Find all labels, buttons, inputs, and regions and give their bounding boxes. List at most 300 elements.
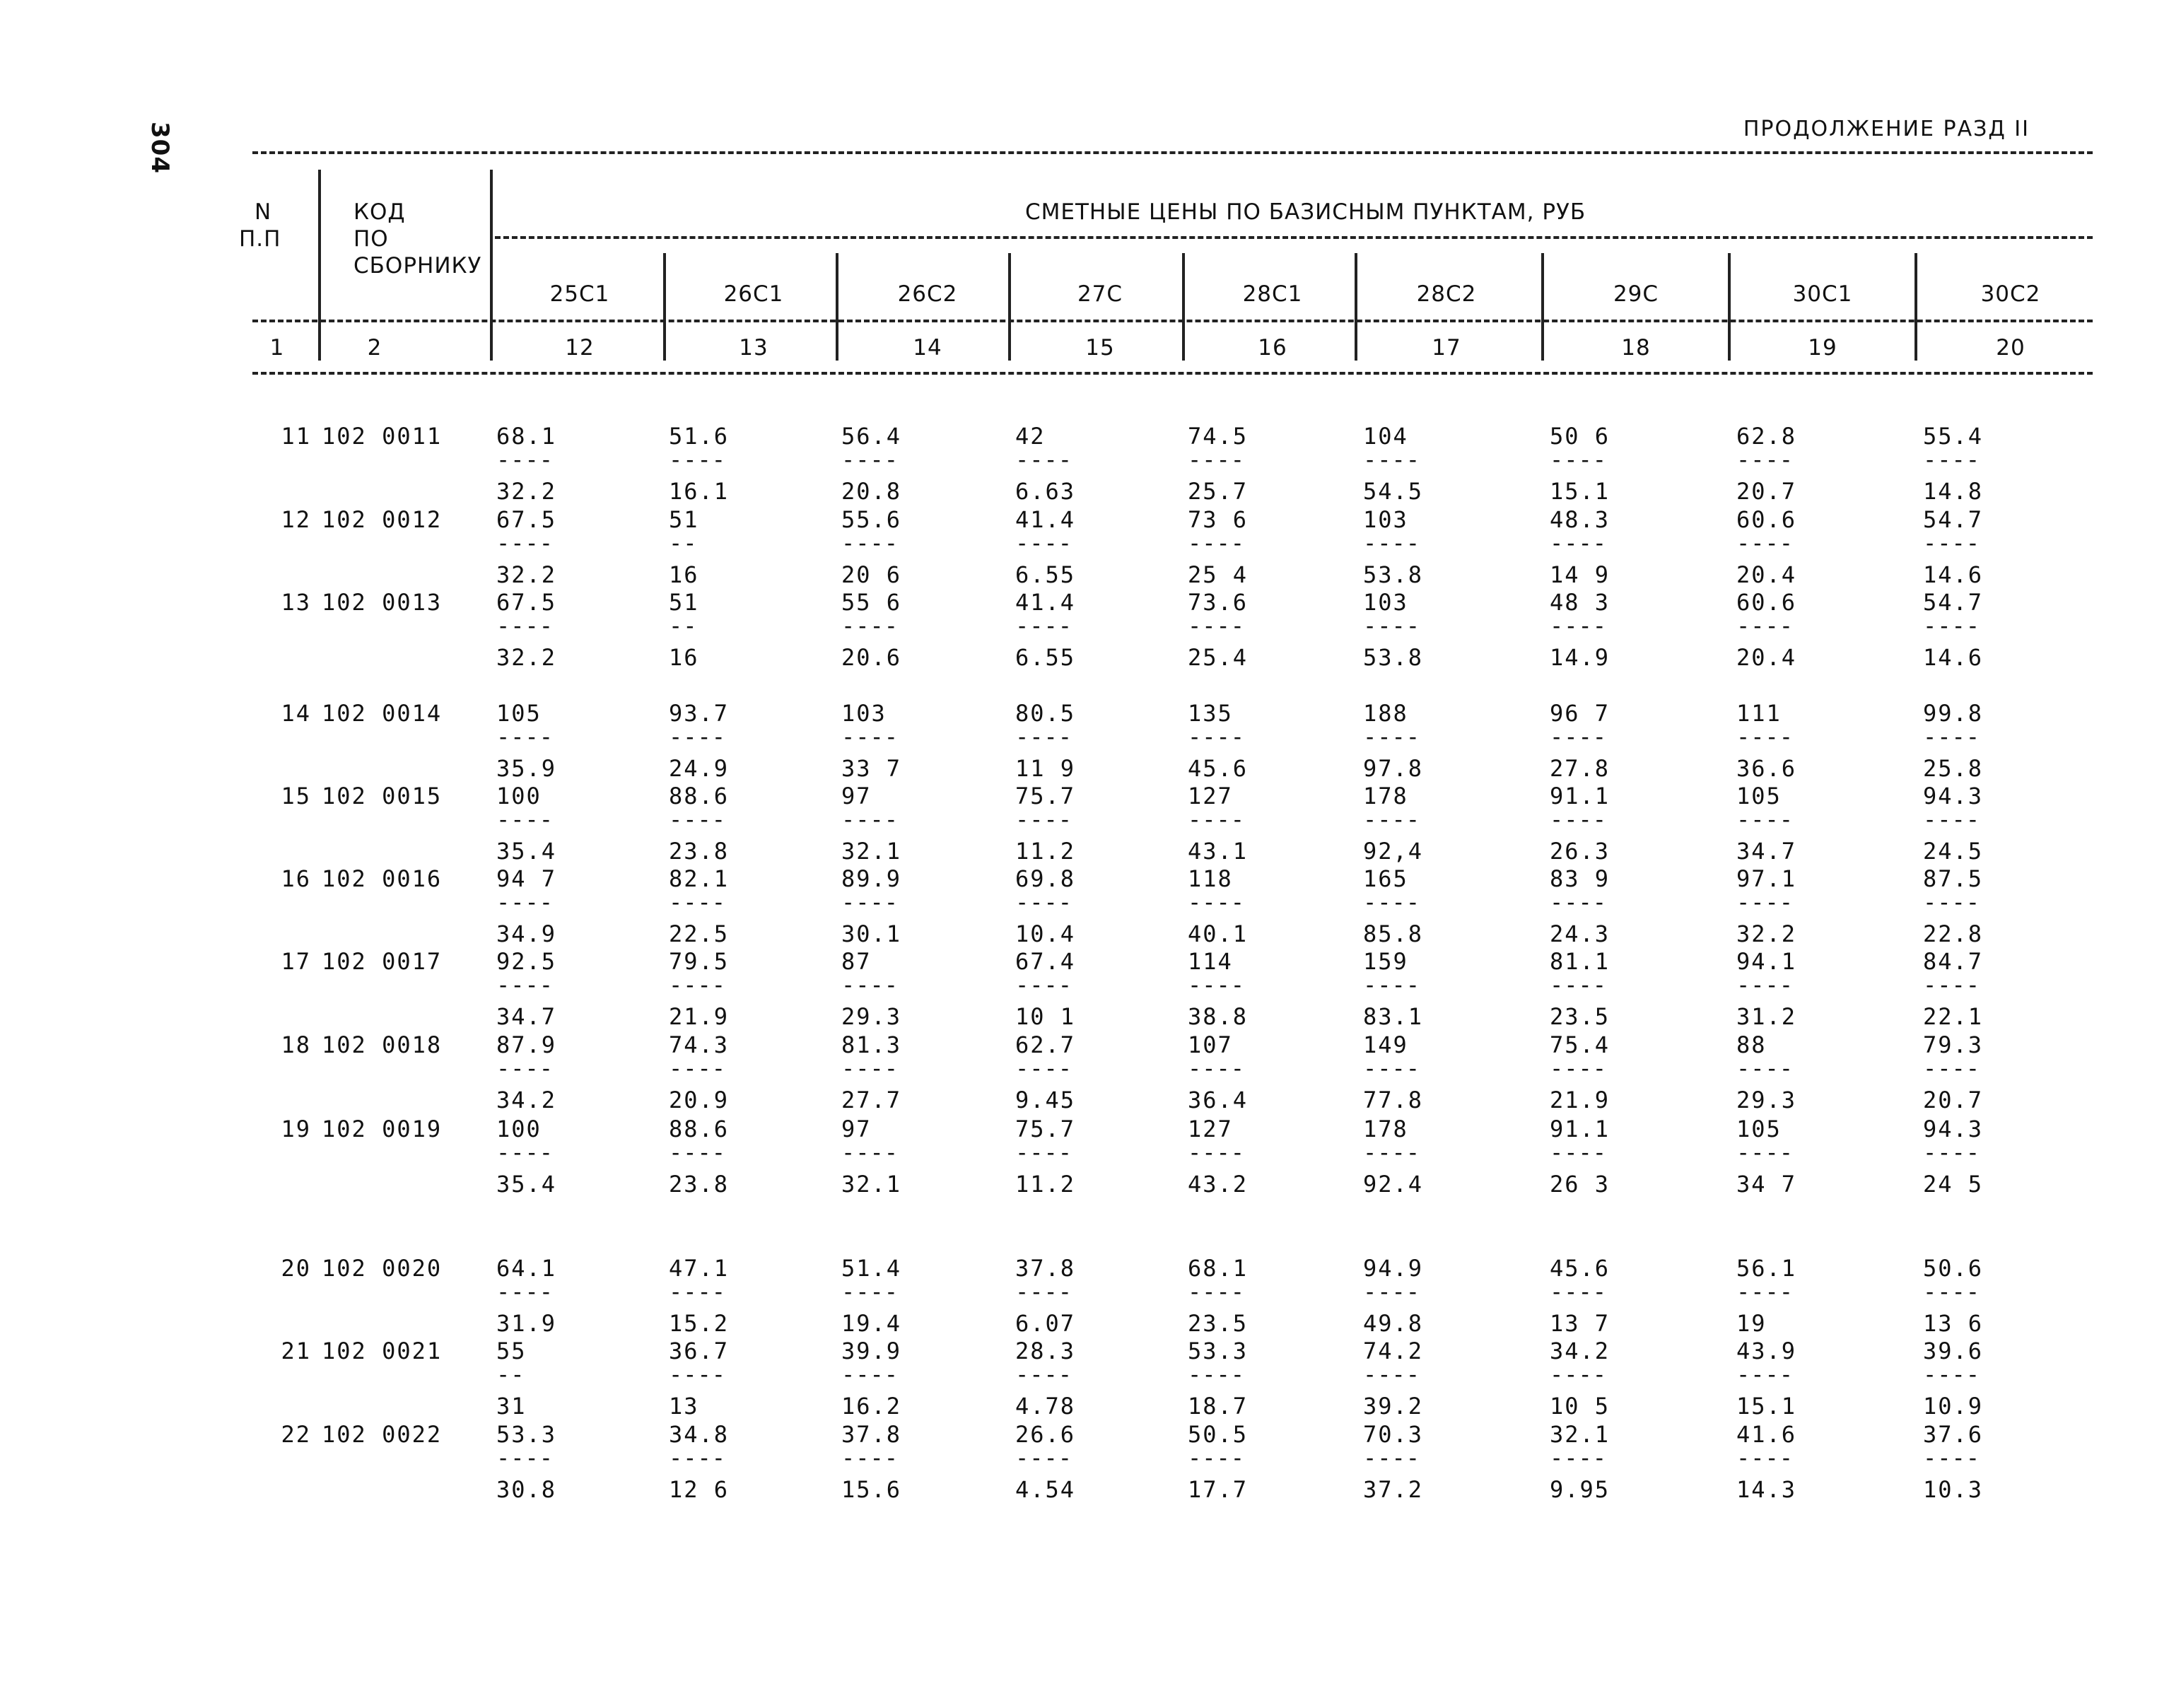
fraction-bar: ---- — [1363, 806, 1421, 833]
price-top: 100 — [496, 1116, 542, 1142]
fraction-bar: ---- — [841, 530, 899, 556]
price-top: 75.7 — [1015, 783, 1076, 809]
header-n: N — [255, 199, 272, 225]
col-divider — [1728, 253, 1731, 361]
price-top: 118 — [1188, 865, 1233, 892]
price-bottom: 22.1 — [1923, 1003, 1984, 1030]
price-top: 50.5 — [1188, 1421, 1249, 1448]
fraction-bar: ---- — [1188, 1055, 1246, 1082]
fraction-bar: ---- — [1363, 446, 1421, 473]
fraction-bar: ---- — [1363, 1278, 1421, 1305]
fraction-bar: ---- — [1015, 1139, 1073, 1166]
fraction-bar: ---- — [1550, 446, 1608, 473]
price-top: 97 — [841, 783, 872, 809]
column-number: 12 — [565, 335, 595, 361]
price-bottom: 15.1 — [1736, 1393, 1797, 1420]
fraction-bar: ---- — [841, 612, 899, 639]
price-top: 99.8 — [1923, 700, 1984, 727]
price-bottom: 25.7 — [1188, 478, 1249, 505]
group-divider-rule — [495, 236, 2093, 239]
col-divider — [318, 170, 321, 361]
price-bottom: 11.2 — [1015, 1171, 1076, 1198]
price-top: 45.6 — [1550, 1255, 1611, 1282]
price-top: 39.6 — [1923, 1338, 1984, 1364]
price-top: 149 — [1363, 1031, 1408, 1058]
price-top: 135 — [1188, 700, 1233, 727]
column-number: 2 — [367, 335, 382, 361]
fraction-bar: -- — [669, 612, 698, 639]
price-top: 81.1 — [1550, 948, 1611, 975]
price-top: 165 — [1363, 865, 1408, 892]
price-bottom: 31.9 — [496, 1310, 557, 1337]
price-top: 37.6 — [1923, 1421, 1984, 1448]
price-top: 36.7 — [669, 1338, 730, 1364]
price-top: 42 — [1015, 423, 1046, 450]
price-bottom: 19.4 — [841, 1310, 902, 1337]
fraction-bar: ---- — [496, 1278, 554, 1305]
group-title: СМЕТНЫЕ ЦЕНЫ ПО БАЗИСНЫМ ПУНКТАМ, РУБ — [1025, 199, 1586, 225]
price-top: 74.5 — [1188, 423, 1249, 450]
fraction-bar: ---- — [669, 1139, 727, 1166]
price-bottom: 27.8 — [1550, 755, 1611, 782]
price-bottom: 16 — [669, 644, 699, 671]
price-top: 55.4 — [1923, 423, 1984, 450]
price-top: 100 — [496, 783, 542, 809]
price-top: 53.3 — [496, 1421, 557, 1448]
price-bottom: 32.2 — [496, 561, 557, 588]
price-bottom: 11 9 — [1015, 755, 1076, 782]
price-top: 97 — [841, 1116, 872, 1142]
row-code: 102 0021 — [322, 1338, 443, 1364]
subheader-rule — [252, 320, 2093, 322]
fraction-bar: ---- — [669, 889, 727, 916]
row-code: 102 0012 — [322, 506, 443, 533]
fraction-bar: ---- — [1363, 1361, 1421, 1388]
price-bottom: 22.8 — [1923, 920, 1984, 947]
price-top: 178 — [1363, 783, 1408, 809]
price-bottom: 20.8 — [841, 478, 902, 505]
row-code: 102 0016 — [322, 865, 443, 892]
price-top: 188 — [1363, 700, 1408, 727]
fraction-bar: ---- — [669, 971, 727, 998]
price-bottom: 45.6 — [1188, 755, 1249, 782]
price-bottom: 36.6 — [1736, 755, 1797, 782]
fraction-bar: ---- — [1188, 1139, 1246, 1166]
price-bottom: 16 — [669, 561, 699, 588]
fraction-bar: ---- — [669, 806, 727, 833]
fraction-bar: ---- — [496, 971, 554, 998]
fraction-bar: ---- — [1015, 530, 1073, 556]
fraction-bar: ---- — [1550, 1055, 1608, 1082]
column-number: 18 — [1621, 335, 1651, 361]
price-top: 41.4 — [1015, 589, 1076, 616]
price-top: 73 6 — [1188, 506, 1249, 533]
price-top: 89.9 — [841, 865, 902, 892]
price-bottom: 37.2 — [1363, 1476, 1424, 1503]
price-bottom: 20.6 — [841, 644, 902, 671]
price-bottom: 24.9 — [669, 755, 730, 782]
row-number: 17 — [281, 948, 311, 975]
fraction-bar: ---- — [1363, 1055, 1421, 1082]
price-top: 51.4 — [841, 1255, 902, 1282]
row-number: 21 — [281, 1338, 311, 1364]
price-bottom: 6.63 — [1015, 478, 1076, 505]
fraction-bar: ---- — [1923, 806, 1981, 833]
price-top: 55 6 — [841, 589, 902, 616]
fraction-bar: ---- — [1736, 530, 1794, 556]
price-bottom: 34.9 — [496, 920, 557, 947]
price-top: 94.3 — [1923, 783, 1984, 809]
fraction-bar: ---- — [496, 530, 554, 556]
price-bottom: 6.55 — [1015, 644, 1076, 671]
fraction-bar: ---- — [1188, 1278, 1246, 1305]
col-divider — [1541, 253, 1544, 361]
fraction-bar: ---- — [669, 1444, 727, 1471]
price-bottom: 92,4 — [1363, 838, 1424, 865]
fraction-bar: ---- — [841, 1444, 899, 1471]
column-header: 29С — [1613, 281, 1659, 307]
price-top: 94.9 — [1363, 1255, 1424, 1282]
header-code-3: СБОРНИКУ — [353, 253, 482, 279]
price-bottom: 4.54 — [1015, 1476, 1076, 1503]
price-top: 79.3 — [1923, 1031, 1984, 1058]
price-bottom: 34.7 — [1736, 838, 1797, 865]
row-code: 102 0015 — [322, 783, 443, 809]
row-code: 102 0011 — [322, 423, 443, 450]
price-top: 75.7 — [1015, 1116, 1076, 1142]
fraction-bar: ---- — [841, 1278, 899, 1305]
fraction-bar: ---- — [841, 971, 899, 998]
fraction-bar: ---- — [1736, 446, 1794, 473]
fraction-bar: ---- — [1015, 612, 1073, 639]
price-bottom: 32.2 — [496, 644, 557, 671]
header-pp: П.П — [239, 226, 281, 252]
column-number: 1 — [269, 335, 285, 361]
price-bottom: 49.8 — [1363, 1310, 1424, 1337]
price-top: 88.6 — [669, 783, 730, 809]
price-top: 96 7 — [1550, 700, 1611, 727]
price-bottom: 13 7 — [1550, 1310, 1611, 1337]
price-bottom: 32.1 — [841, 1171, 902, 1198]
price-bottom: 35.4 — [496, 838, 557, 865]
fraction-bar: ---- — [1363, 1139, 1421, 1166]
fraction-bar: ---- — [496, 889, 554, 916]
price-top: 55.6 — [841, 506, 902, 533]
fraction-bar: ---- — [1550, 971, 1608, 998]
price-top: 94 7 — [496, 865, 557, 892]
row-number: 18 — [281, 1031, 311, 1058]
fraction-bar: ---- — [1550, 530, 1608, 556]
price-top: 55 — [496, 1338, 527, 1364]
price-top: 91.1 — [1550, 1116, 1611, 1142]
fraction-bar: ---- — [496, 446, 554, 473]
price-bottom: 43.2 — [1188, 1171, 1249, 1198]
price-top: 93.7 — [669, 700, 730, 727]
price-bottom: 12 6 — [669, 1476, 730, 1503]
row-number: 14 — [281, 700, 311, 727]
price-top: 39.9 — [841, 1338, 902, 1364]
price-bottom: 24.5 — [1923, 838, 1984, 865]
fraction-bar: ---- — [1363, 530, 1421, 556]
fraction-bar: ---- — [1736, 1278, 1794, 1305]
fraction-bar: ---- — [1923, 889, 1981, 916]
column-number: 17 — [1432, 335, 1461, 361]
header-top-rule — [252, 151, 2093, 154]
fraction-bar: ---- — [669, 1278, 727, 1305]
price-bottom: 6.07 — [1015, 1310, 1076, 1337]
price-top: 127 — [1188, 1116, 1233, 1142]
price-bottom: 13 — [669, 1393, 699, 1420]
price-top: 60.6 — [1736, 506, 1797, 533]
price-top: 68.1 — [496, 423, 557, 450]
column-header: 30С2 — [1980, 281, 2041, 307]
price-top: 74.3 — [669, 1031, 730, 1058]
price-top: 62.8 — [1736, 423, 1797, 450]
fraction-bar: ---- — [1736, 1444, 1794, 1471]
price-bottom: 23.5 — [1188, 1310, 1249, 1337]
price-bottom: 40.1 — [1188, 920, 1249, 947]
price-bottom: 29.3 — [1736, 1087, 1797, 1113]
price-bottom: 35.4 — [496, 1171, 557, 1198]
price-top: 64.1 — [496, 1255, 557, 1282]
price-top: 26.6 — [1015, 1421, 1076, 1448]
fraction-bar: ---- — [1188, 971, 1246, 998]
fraction-bar: ---- — [1015, 446, 1073, 473]
price-bottom: 6.55 — [1015, 561, 1076, 588]
price-top: 105 — [1736, 783, 1782, 809]
row-number: 15 — [281, 783, 311, 809]
column-header: 30С1 — [1792, 281, 1853, 307]
fraction-bar: ---- — [1923, 612, 1981, 639]
price-bottom: 31.2 — [1736, 1003, 1797, 1030]
price-bottom: 27.7 — [841, 1087, 902, 1113]
price-top: 88 — [1736, 1031, 1767, 1058]
price-top: 54.7 — [1923, 589, 1984, 616]
price-top: 81.3 — [841, 1031, 902, 1058]
price-bottom: 25.8 — [1923, 755, 1984, 782]
fraction-bar: ---- — [1923, 446, 1981, 473]
fraction-bar: ---- — [1363, 723, 1421, 750]
fraction-bar: ---- — [496, 1055, 554, 1082]
price-bottom: 11.2 — [1015, 838, 1076, 865]
price-bottom: 10.4 — [1015, 920, 1076, 947]
price-bottom: 4.78 — [1015, 1393, 1076, 1420]
price-bottom: 34.7 — [496, 1003, 557, 1030]
column-number: 19 — [1808, 335, 1837, 361]
column-number: 16 — [1258, 335, 1287, 361]
price-top: 34.2 — [1550, 1338, 1611, 1364]
price-top: 60.6 — [1736, 589, 1797, 616]
price-top: 84.7 — [1923, 948, 1984, 975]
price-bottom: 43.1 — [1188, 838, 1249, 865]
price-bottom: 15.6 — [841, 1476, 902, 1503]
page-number: 304 — [146, 122, 174, 174]
price-top: 53.3 — [1188, 1338, 1249, 1364]
price-top: 114 — [1188, 948, 1233, 975]
row-number: 22 — [281, 1421, 311, 1448]
fraction-bar: ---- — [1923, 1278, 1981, 1305]
price-bottom: 25.4 — [1188, 644, 1249, 671]
price-bottom: 21.9 — [1550, 1087, 1611, 1113]
price-bottom: 77.8 — [1363, 1087, 1424, 1113]
row-number: 11 — [281, 423, 311, 450]
fraction-bar: ---- — [1188, 723, 1246, 750]
fraction-bar: ---- — [1736, 1139, 1794, 1166]
price-bottom: 33 7 — [841, 755, 902, 782]
price-top: 48 3 — [1550, 589, 1611, 616]
price-top: 73.6 — [1188, 589, 1249, 616]
fraction-bar: ---- — [1015, 1444, 1073, 1471]
price-top: 50 6 — [1550, 423, 1611, 450]
fraction-bar: ---- — [1736, 1361, 1794, 1388]
row-number: 20 — [281, 1255, 311, 1282]
row-number: 12 — [281, 506, 311, 533]
price-bottom: 20.7 — [1923, 1087, 1984, 1113]
price-top: 92.5 — [496, 948, 557, 975]
price-bottom: 32.2 — [496, 478, 557, 505]
price-top: 37.8 — [1015, 1255, 1076, 1282]
fraction-bar: ---- — [1923, 1139, 1981, 1166]
price-bottom: 9.45 — [1015, 1087, 1076, 1113]
fraction-bar: ---- — [1736, 1055, 1794, 1082]
fraction-bar: ---- — [496, 1444, 554, 1471]
col-divider — [490, 170, 493, 361]
row-number: 19 — [281, 1116, 311, 1142]
price-bottom: 20 6 — [841, 561, 902, 588]
price-top: 54.7 — [1923, 506, 1984, 533]
column-header: 25С1 — [549, 281, 610, 307]
price-bottom: 92.4 — [1363, 1171, 1424, 1198]
price-bottom: 35.9 — [496, 755, 557, 782]
price-top: 94.1 — [1736, 948, 1797, 975]
price-bottom: 97.8 — [1363, 755, 1424, 782]
price-bottom: 36.4 — [1188, 1087, 1249, 1113]
row-code: 102 0013 — [322, 589, 443, 616]
price-bottom: 20.4 — [1736, 561, 1797, 588]
fraction-bar: ---- — [1923, 530, 1981, 556]
row-code: 102 0014 — [322, 700, 443, 727]
column-number: 13 — [739, 335, 768, 361]
price-top: 67.5 — [496, 506, 557, 533]
price-bottom: 26.3 — [1550, 838, 1611, 865]
header-code-1: КОД — [353, 199, 406, 225]
price-top: 105 — [496, 700, 542, 727]
price-top: 51.6 — [669, 423, 730, 450]
price-top: 80.5 — [1015, 700, 1076, 727]
fraction-bar: ---- — [669, 723, 727, 750]
col-divider — [663, 253, 666, 361]
price-bottom: 30.8 — [496, 1476, 557, 1503]
price-bottom: 17.7 — [1188, 1476, 1249, 1503]
row-code: 102 0019 — [322, 1116, 443, 1142]
price-bottom: 38.8 — [1188, 1003, 1249, 1030]
price-top: 87.9 — [496, 1031, 557, 1058]
row-number: 13 — [281, 589, 311, 616]
fraction-bar: ---- — [1923, 723, 1981, 750]
fraction-bar: ---- — [1923, 971, 1981, 998]
fraction-bar: ---- — [1923, 1444, 1981, 1471]
price-bottom: 20.4 — [1736, 644, 1797, 671]
price-bottom: 54.5 — [1363, 478, 1424, 505]
fraction-bar: ---- — [1188, 612, 1246, 639]
price-bottom: 14.6 — [1923, 644, 1984, 671]
price-top: 103 — [841, 700, 887, 727]
price-bottom: 15.2 — [669, 1310, 730, 1337]
fraction-bar: ---- — [1363, 612, 1421, 639]
price-top: 83 9 — [1550, 865, 1611, 892]
price-top: 28.3 — [1015, 1338, 1076, 1364]
fraction-bar: ---- — [1188, 889, 1246, 916]
row-code: 102 0017 — [322, 948, 443, 975]
column-number: 15 — [1085, 335, 1115, 361]
price-bottom: 14.8 — [1923, 478, 1984, 505]
price-bottom: 20.7 — [1736, 478, 1797, 505]
price-bottom: 30.1 — [841, 920, 902, 947]
fraction-bar: ---- — [1923, 1361, 1981, 1388]
fraction-bar: ---- — [1015, 1361, 1073, 1388]
price-bottom: 29.3 — [841, 1003, 902, 1030]
price-bottom: 53.8 — [1363, 644, 1424, 671]
price-top: 178 — [1363, 1116, 1408, 1142]
price-bottom: 16.1 — [669, 478, 730, 505]
column-number: 20 — [1996, 335, 2026, 361]
price-top: 62.7 — [1015, 1031, 1076, 1058]
price-top: 91.1 — [1550, 783, 1611, 809]
price-top: 34.8 — [669, 1421, 730, 1448]
price-bottom: 18.7 — [1188, 1393, 1249, 1420]
fraction-bar: ---- — [1188, 530, 1246, 556]
price-top: 94.3 — [1923, 1116, 1984, 1142]
price-bottom: 24 5 — [1923, 1171, 1984, 1198]
fraction-bar: ---- — [1736, 971, 1794, 998]
column-number: 14 — [913, 335, 942, 361]
price-top: 32.1 — [1550, 1421, 1611, 1448]
fraction-bar: ---- — [1550, 1361, 1608, 1388]
fraction-bar: ---- — [1363, 971, 1421, 998]
fraction-bar: ---- — [1015, 1278, 1073, 1305]
fraction-bar: ---- — [1550, 723, 1608, 750]
price-bottom: 85.8 — [1363, 920, 1424, 947]
price-top: 103 — [1363, 506, 1408, 533]
price-top: 68.1 — [1188, 1255, 1249, 1282]
fraction-bar: ---- — [669, 446, 727, 473]
price-top: 75.4 — [1550, 1031, 1611, 1058]
price-bottom: 39.2 — [1363, 1393, 1424, 1420]
col-divider — [1182, 253, 1185, 361]
price-bottom: 13 6 — [1923, 1310, 1984, 1337]
column-header: 28С2 — [1416, 281, 1477, 307]
fraction-bar: ---- — [1550, 1278, 1608, 1305]
col-divider — [836, 253, 838, 361]
fraction-bar: ---- — [496, 612, 554, 639]
column-header: 26С1 — [723, 281, 784, 307]
col-divider — [1008, 253, 1011, 361]
price-top: 51 — [669, 589, 699, 616]
row-code: 102 0018 — [322, 1031, 443, 1058]
fraction-bar: ---- — [1550, 612, 1608, 639]
price-top: 103 — [1363, 589, 1408, 616]
price-top: 87 — [841, 948, 872, 975]
price-top: 111 — [1736, 700, 1782, 727]
fraction-bar: ---- — [669, 1055, 727, 1082]
price-top: 41.4 — [1015, 506, 1076, 533]
fraction-bar: ---- — [1736, 806, 1794, 833]
price-top: 41.6 — [1736, 1421, 1797, 1448]
price-top: 104 — [1363, 423, 1408, 450]
price-bottom: 14.3 — [1736, 1476, 1797, 1503]
fraction-bar: ---- — [1188, 806, 1246, 833]
price-top: 82.1 — [669, 865, 730, 892]
